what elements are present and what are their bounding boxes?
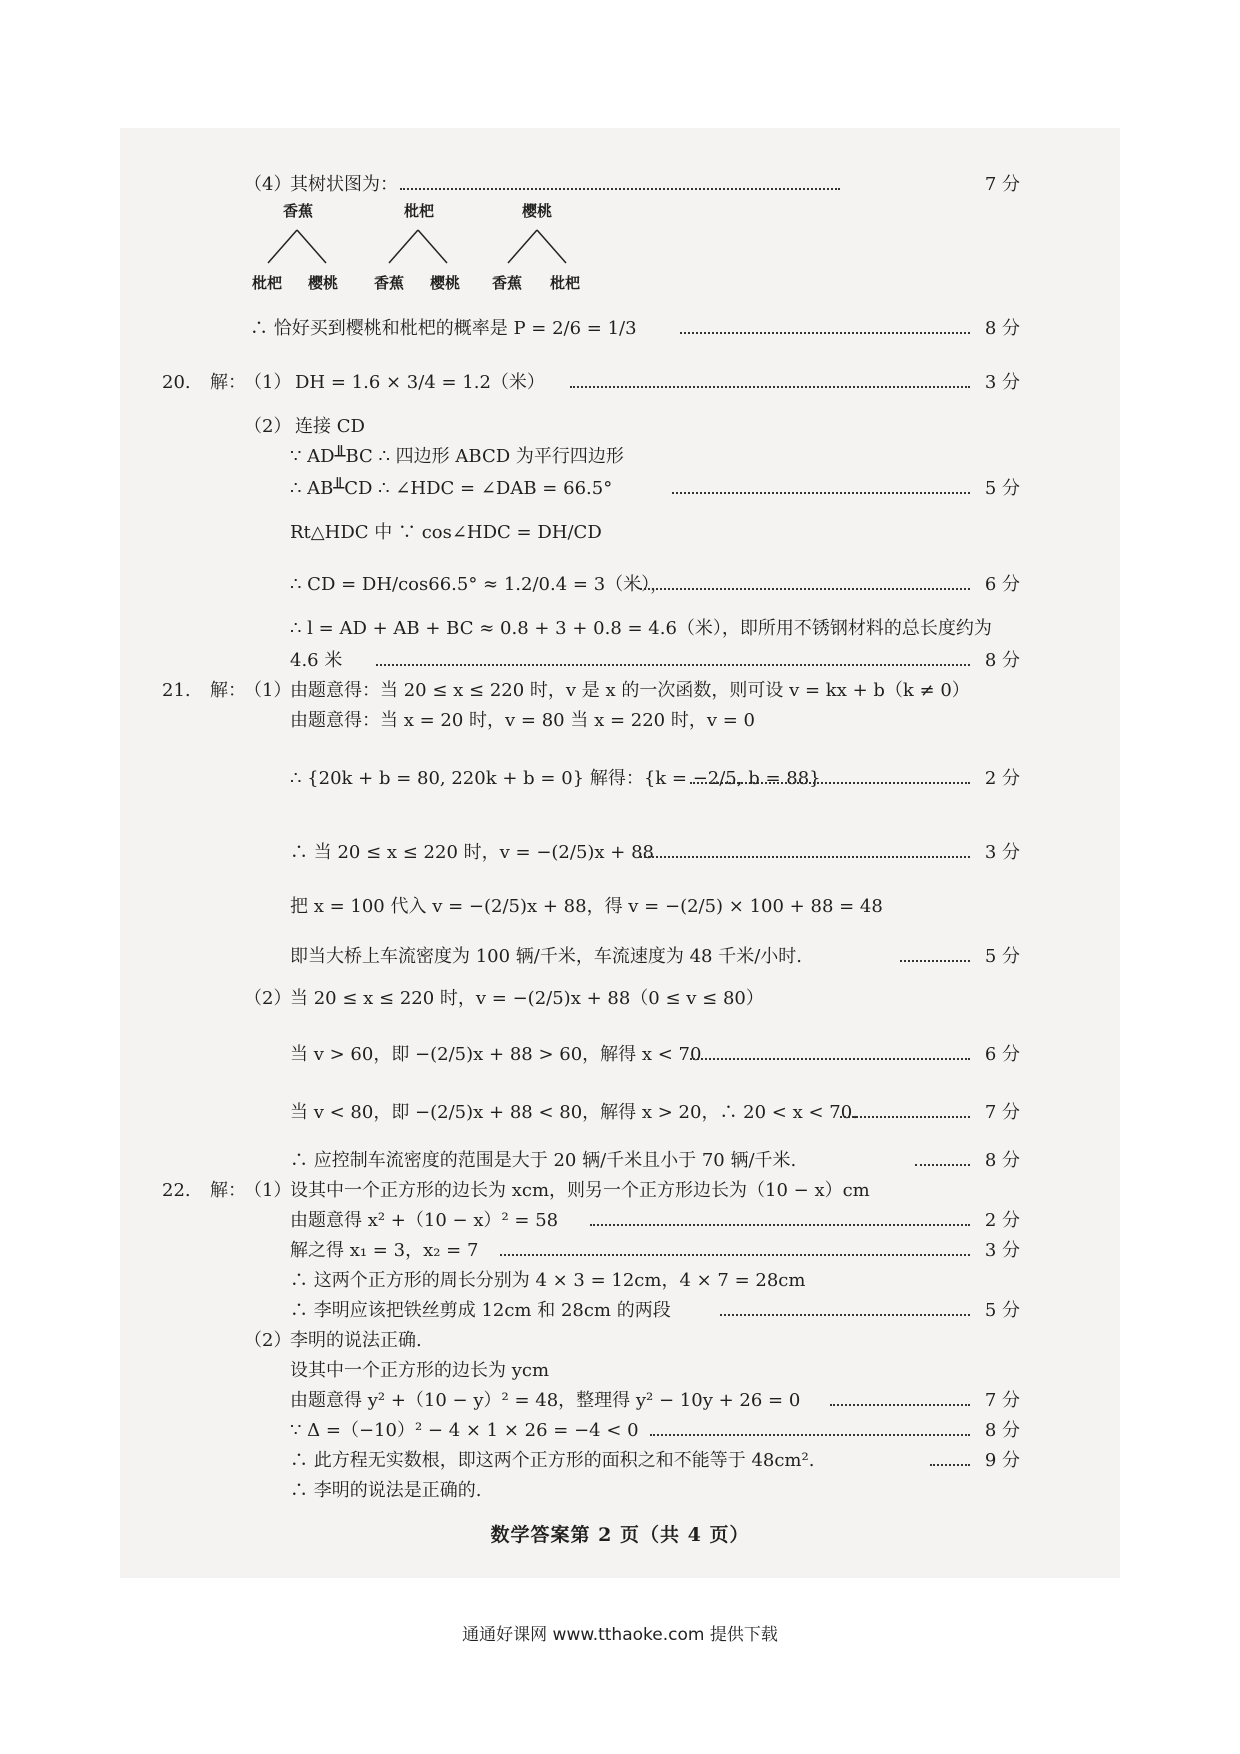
leader-dots: [690, 782, 970, 784]
leader-dots: [680, 332, 970, 334]
tree-leaf: 枇杷: [550, 274, 581, 292]
line-q22-1: 22. 解： （1） 设其中一个正方形的边长为 xcm，则另一个正方形边长为（10 − x）cm: [162, 1180, 870, 1201]
line-q21-sys: ∴ {20k + b = 80, 220k + b = 0} 解得：{k = −2/5, b = 88} 2 分: [290, 768, 1020, 789]
tree-leaf: 香蕉: [374, 274, 405, 292]
leader-dots: [830, 1404, 970, 1406]
line-q21-cond: 由题意得：当 x = 20 时，v = 80 当 x = 220 时，v = 0: [290, 710, 755, 731]
line-q20-ab: ∴ AB╨CD ∴ ∠HDC = ∠DAB = 66.5° 5 分: [290, 478, 1020, 499]
tree-root-banana: 香蕉: [283, 202, 314, 220]
line-q21-1: 21. 解： （1） 由题意得：当 20 ≤ x ≤ 220 时，v 是 x 的一次函数，则可设 v = kx + b（k ≠ 0）: [162, 680, 970, 701]
line-q22-2: （2） 李明的说法正确.: [244, 1330, 422, 1351]
line-q22-cut: ∴ 李明应该把铁丝剪成 12cm 和 28cm 的两段 5 分: [290, 1300, 1020, 1321]
tree-leaf: 香蕉: [492, 274, 523, 292]
tree-leaf: 枇杷: [252, 274, 283, 292]
line-q22-set: 设其中一个正方形的边长为 ycm: [290, 1360, 550, 1381]
line-q19-prob: ∴ 恰好买到樱桃和枇杷的概率是 P = 2/6 = 1/3 8 分: [250, 318, 1020, 339]
site-credit: 通通好课网 www.tthaoke.com 提供下载: [462, 1625, 778, 1645]
leader-dots: [672, 492, 970, 494]
page-footer: 数学答案第 2 页（共 4 页）: [490, 1524, 750, 1546]
line-q20-l: ∴ l = AD + AB + BC ≈ 0.8 + 3 + 0.8 = 4.6（米），即所用不锈钢材料的总长度约为: [290, 618, 992, 639]
leader-dots: [376, 664, 970, 666]
leader-dots: [720, 1314, 970, 1316]
line-q21-range: ∴ 应控制车流密度的范围是大于 20 辆/千米且小于 70 辆/千米. 8 分: [290, 1150, 1020, 1171]
tree-leaf: 樱桃: [308, 274, 339, 292]
line-q20-l2: 4.6 米 8 分: [290, 650, 1020, 671]
line-q19-4: （4） 其树状图为： 7 分: [244, 174, 1020, 195]
line-q20-1: 20. 解： （1） DH = 1.6 × 3/4 = 1.2（米） 3 分: [162, 372, 1020, 393]
line-q21-gt60: 当 v > 60，即 −(2/5)x + 88 > 60，解得 x < 70 6 分: [290, 1044, 1020, 1065]
line-q22-noroot: ∴ 此方程无实数根，即这两个正方形的面积之和不能等于 48cm². 9 分: [290, 1450, 1020, 1471]
line-q22-per: ∴ 这两个正方形的周长分别为 4 × 3 = 12cm，4 × 7 = 28cm: [290, 1270, 806, 1291]
leader-dots: [640, 856, 970, 858]
tree-root-loquat: 枇杷: [404, 202, 435, 220]
leader-dots: [640, 588, 970, 590]
line-q22-delta: ∵ Δ =（−10）² − 4 × 1 × 26 = −4 < 0 8 分: [290, 1420, 1020, 1441]
line-q22-sol: 解之得 x₁ = 3，x₂ = 7 3 分: [290, 1240, 1020, 1261]
line-q20-rt: Rt△HDC 中 ∵ cos∠HDC = DH/CD: [290, 522, 602, 543]
leader-dots: [400, 188, 840, 190]
line-q22-eq: 由题意得 x² +（10 − x）² = 58 2 分: [290, 1210, 1020, 1231]
line-q21-func: ∴ 当 20 ≤ x ≤ 220 时，v = −(2/5)x + 88 3 分: [290, 842, 1020, 863]
line-q22-eq2: 由题意得 y² +（10 − y）² = 48，整理得 y² − 10y + 26 = 0 7 分: [290, 1390, 1020, 1411]
line-q21-lt80: 当 v < 80，即 −(2/5)x + 88 < 80，解得 x > 20，∴ 20 < x < 70. 7 分: [290, 1102, 1020, 1123]
leader-dots: [570, 386, 970, 388]
line-q21-2: （2） 当 20 ≤ x ≤ 220 时，v = −(2/5)x + 88（0 ≤ v ≤ 80）: [244, 988, 764, 1009]
leader-dots: [690, 1058, 970, 1060]
leader-dots: [590, 1224, 970, 1226]
line-q21-concl: 即当大桥上车流密度为 100 辆/千米，车流速度为 48 千米/小时. 5 分: [290, 946, 1020, 967]
line-q20-2: （2） 连接 CD: [244, 416, 365, 437]
leader-dots: [650, 1434, 970, 1436]
line-q22-final: ∴ 李明的说法是正确的.: [290, 1480, 482, 1501]
leader-dots: [500, 1254, 970, 1256]
tree-root-cherry: 樱桃: [522, 202, 553, 220]
line-q20-cd: ∴ CD = DH/cos66.5° ≈ 1.2/0.4 = 3（米）， 6 分: [290, 574, 1020, 595]
tree-leaf: 樱桃: [430, 274, 461, 292]
line-q21-sub: 把 x = 100 代入 v = −(2/5)x + 88，得 v = −(2/5) × 100 + 88 = 48: [290, 896, 883, 917]
line-q20-ad: ∵ AD╨BC ∴ 四边形 ABCD 为平行四边形: [290, 446, 624, 467]
